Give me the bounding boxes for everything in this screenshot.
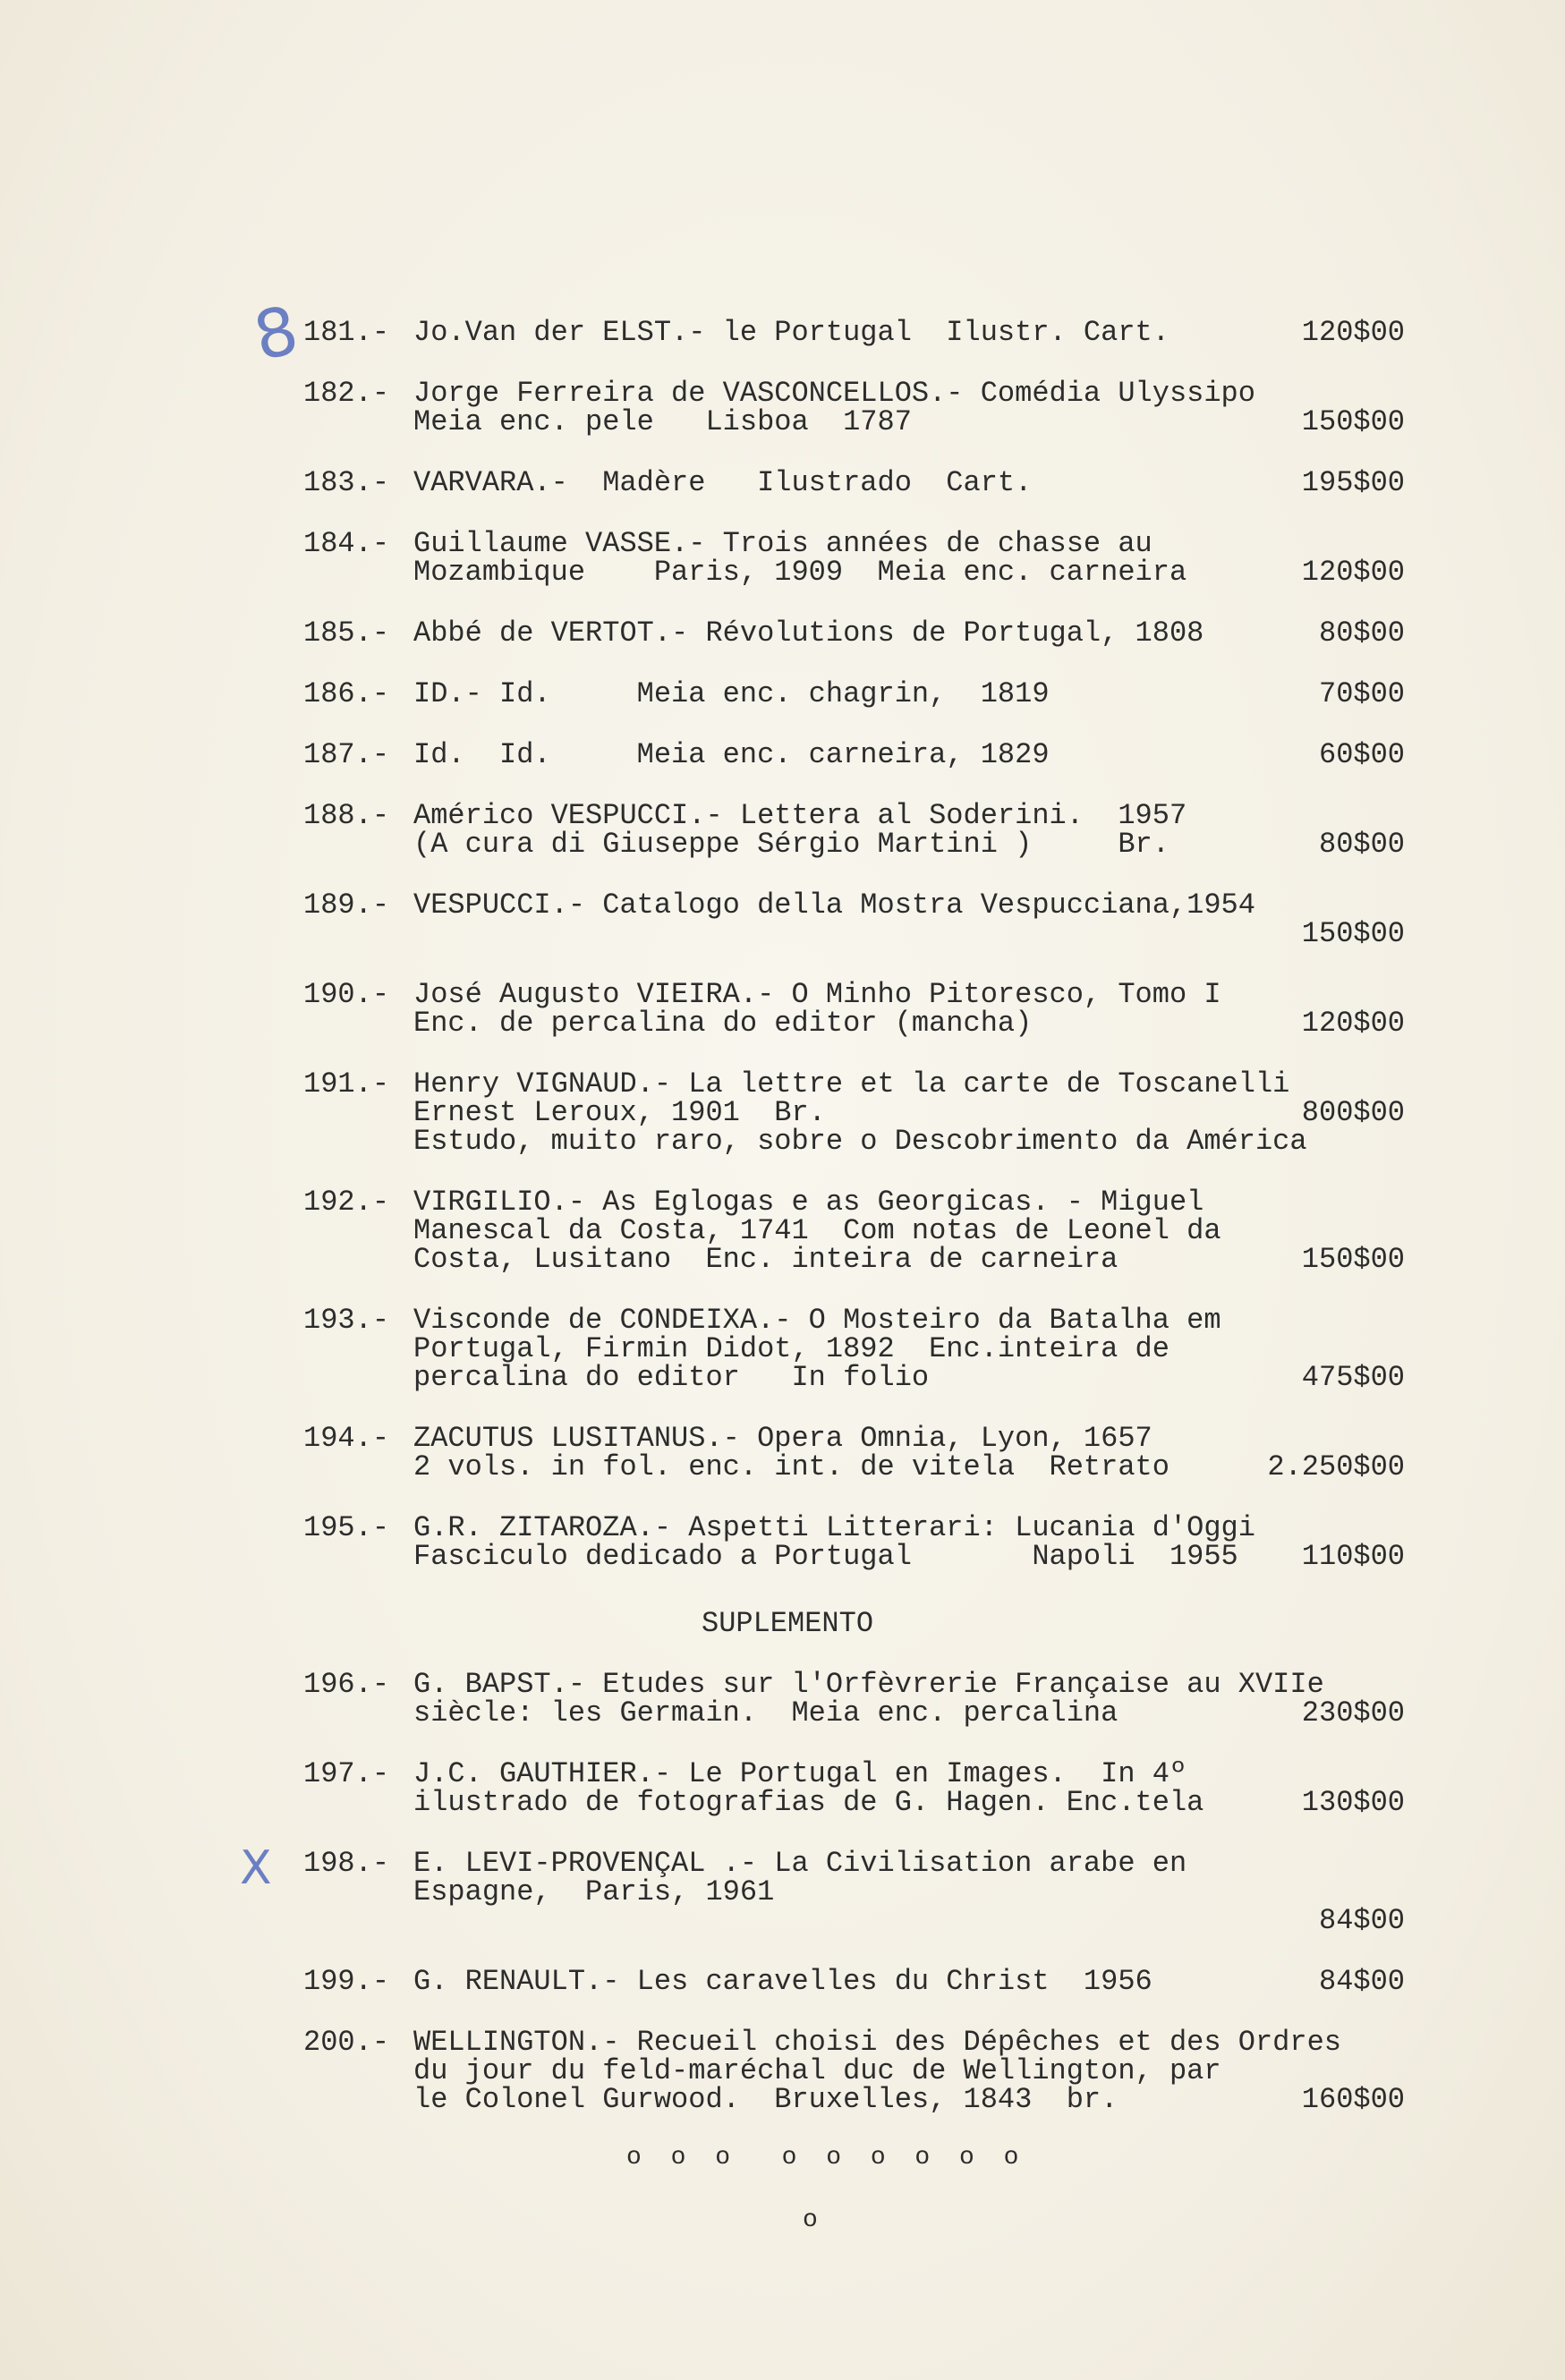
entry-number: 185.-	[303, 616, 390, 650]
entry-text-line: ID.- Id. Meia enc. chagrin, 1819	[413, 677, 1050, 710]
entry-number: 191.-	[303, 1067, 390, 1101]
entry-text-line: ilustrado de fotografias de G. Hagen. Enc.tela	[413, 1786, 1204, 1819]
entry-price: 150$00	[1301, 917, 1405, 950]
catalog-entry	[304, 1849, 1414, 1935]
catalog-entry	[303, 466, 1414, 499]
entry-number: 184.-	[303, 527, 390, 560]
catalog-entry	[303, 1757, 1414, 1819]
catalog-entry	[304, 1306, 1414, 1392]
entry-price: 80$00	[1318, 616, 1405, 650]
entry-number: 194.-	[303, 1422, 390, 1455]
entry-text-line: J.C. GAUTHIER.- Le Portugal en Images. In 4º	[413, 1757, 1187, 1790]
entry-text-line: Mozambique Paris, 1909 Meia enc. carneira	[413, 556, 1187, 589]
handwritten-mark-x: X	[240, 1841, 272, 1895]
entry-price: 120$00	[1301, 316, 1405, 349]
entry-number: 199.-	[303, 1965, 390, 1998]
entry-text-line: Abbé de VERTOT.- Révolutions de Portugal, 1808	[413, 616, 1204, 650]
catalog-entry	[303, 316, 1414, 349]
entry-text-line: VIRGILIO.- As Eglogas e as Georgicas. - Miguel	[413, 1186, 1204, 1219]
entry-number: 195.-	[303, 1511, 390, 1544]
catalog-entry	[303, 1067, 1414, 1158]
entry-number: 200.-	[303, 2026, 390, 2059]
entry-price: 84$00	[1318, 1965, 1405, 1998]
entry-text-line: VESPUCCI.- Catalogo della Mostra Vespucciana,1954	[413, 888, 1255, 922]
entry-number: 183.-	[303, 466, 390, 499]
entry-text-line: 2 vols. in fol. enc. int. de vitela Retrato	[413, 1450, 1169, 1483]
entry-text-line: Henry VIGNAUD.- La lettre et la carte de Toscanelli	[413, 1067, 1290, 1101]
entry-text-line: Jo.Van der ELST.- le Portugal Ilustr. Cart.	[413, 316, 1169, 349]
entry-number: 188.-	[303, 799, 390, 832]
section-title: SUPLEMENTO	[701, 1607, 874, 1640]
entry-text-line: Estudo, muito raro, sobre o Descobrimento da América	[413, 1125, 1307, 1158]
entry-text-line: Ernest Leroux, 1901 Br.	[413, 1096, 826, 1129]
catalog-entry	[304, 2028, 1414, 2114]
entry-price: 60$00	[1318, 738, 1405, 771]
catalog-entry	[303, 527, 1414, 589]
entry-text-line: ZACUTUS LUSITANUS.- Opera Omnia, Lyon, 1657	[413, 1422, 1152, 1455]
entry-price: 150$00	[1301, 405, 1405, 438]
entry-text-line: Guillaume VASSE.- Trois années de chasse au	[413, 527, 1152, 560]
catalog-entry	[303, 677, 1414, 710]
catalog-entry	[304, 1188, 1414, 1274]
entry-text-line: Fasciculo dedicado a Portugal Napoli 1955	[413, 1540, 1238, 1573]
entry-text-line: siècle: les Germain. Meia enc. percalina	[413, 1696, 1118, 1730]
entry-text-line: Enc. de percalina do editor (mancha)	[413, 1007, 1033, 1040]
entry-price: 110$00	[1301, 1540, 1405, 1573]
catalog-entry	[303, 1511, 1414, 1573]
entry-text-line: Id. Id. Meia enc. carneira, 1829	[413, 738, 1050, 771]
entry-text-line: le Colonel Gurwood. Bruxelles, 1843 br.	[413, 2083, 1118, 2116]
entry-price: 800$00	[1301, 1096, 1405, 1129]
entry-number: 192.-	[303, 1186, 390, 1219]
catalog-entry	[304, 379, 1414, 437]
entry-number: 196.-	[303, 1668, 390, 1701]
catalog-entry	[303, 738, 1414, 771]
entry-number: 189.-	[303, 888, 390, 922]
entry-text-line: Costa, Lusitano Enc. inteira de carneira	[413, 1243, 1118, 1276]
entry-price: 120$00	[1301, 556, 1405, 589]
entry-text-line: Meia enc. pele Lisboa 1787	[413, 405, 912, 438]
entry-price: 84$00	[1318, 1904, 1405, 1937]
catalog-entry	[303, 616, 1414, 650]
entry-text-line: José Augusto VIEIRA.- O Minho Pitoresco, Tomo I	[413, 978, 1221, 1011]
entry-price: 475$00	[1301, 1361, 1405, 1394]
entry-number: 182.-	[303, 377, 390, 410]
entry-number: 193.-	[303, 1304, 390, 1337]
handwritten-mark-8: 8	[247, 292, 305, 376]
entry-price: 2.250$00	[1267, 1450, 1405, 1483]
entry-text-line: G. BAPST.- Etudes sur l'Orfèvrerie Française au XVIIe	[413, 1668, 1324, 1701]
catalog-entry	[303, 1965, 1414, 1998]
entry-text-line: (A cura di Giuseppe Sérgio Martini ) Br.	[413, 828, 1169, 861]
catalog-entry	[303, 888, 1414, 950]
entry-text-line: G.R. ZITAROZA.- Aspetti Litterari: Lucania d'Oggi	[413, 1511, 1255, 1544]
catalog-entry	[304, 1670, 1414, 1728]
entry-number: 197.-	[303, 1757, 390, 1790]
entry-number: 187.-	[303, 738, 390, 771]
entry-number: 186.-	[303, 677, 390, 710]
entry-number: 198.-	[303, 1847, 390, 1880]
catalog-entry	[303, 978, 1414, 1040]
catalog-entry	[303, 799, 1414, 861]
entry-text-line: Jorge Ferreira de VASCONCELLOS.- Comédia Ulyssipo	[413, 377, 1255, 410]
entry-text-line: VARVARA.- Madère Ilustrado Cart.	[413, 466, 1033, 499]
entry-price: 160$00	[1301, 2083, 1405, 2116]
entry-text-line: WELLINGTON.- Recueil choisi des Dépêches et des Ordres	[413, 2026, 1341, 2059]
entry-price: 80$00	[1318, 828, 1405, 861]
entry-text-line: Espagne, Paris, 1961	[413, 1875, 775, 1908]
entry-text-line: Portugal, Firmin Didot, 1892 Enc.inteira de	[413, 1332, 1169, 1365]
entry-price: 195$00	[1301, 466, 1405, 499]
catalog-entries	[303, 316, 1414, 2146]
entry-price: 150$00	[1301, 1243, 1405, 1276]
entry-text-line: G. RENAULT.- Les caravelles du Christ 1956	[413, 1965, 1152, 1998]
entry-price: 230$00	[1301, 1696, 1405, 1730]
entry-price: 130$00	[1301, 1786, 1405, 1819]
entry-price: 120$00	[1301, 1007, 1405, 1040]
entry-number: 181.-	[303, 316, 390, 349]
entry-text-line: du jour du feld-maréchal duc de Wellington, par	[413, 2054, 1221, 2087]
entry-text-line: Visconde de CONDEIXA.- O Mosteiro da Batalha em	[413, 1304, 1221, 1337]
footer-dots: o o o o o o o o o	[626, 2144, 1026, 2172]
entry-text-line: E. LEVI-PROVENÇAL .- La Civilisation arabe en	[413, 1847, 1187, 1880]
entry-text-line: Manescal da Costa, 1741 Com notas de Leonel da	[413, 1214, 1221, 1247]
entry-text-line: Américo VESPUCCI.- Lettera al Soderini. 1957	[413, 799, 1187, 832]
entry-number: 190.-	[303, 978, 390, 1011]
footer-mark: o	[803, 2206, 818, 2234]
catalog-entry	[304, 1424, 1414, 1482]
entry-text-line: percalina do editor In folio	[413, 1361, 930, 1394]
entry-price: 70$00	[1318, 677, 1405, 710]
